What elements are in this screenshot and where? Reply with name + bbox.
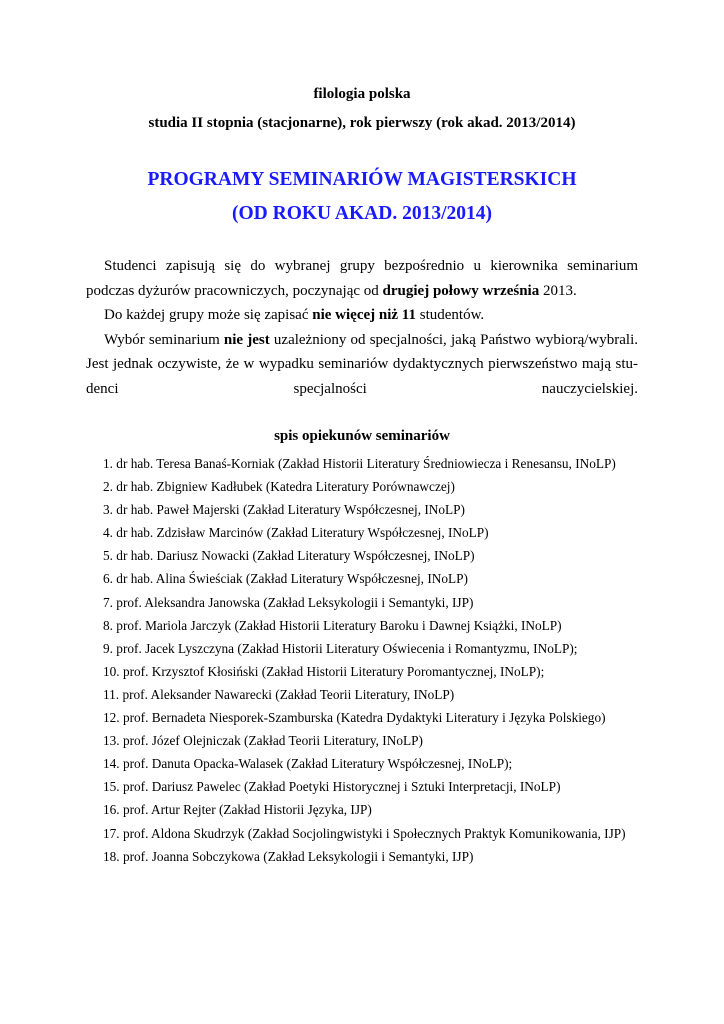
advisor-list-item: 15. prof. Dariusz Pawelec (Zakład Poetyki Historycznej i Sztuki Interpretacji, INoLP): [103, 779, 561, 795]
advisor-list-item: 6. dr hab. Alina Świeściak (Zakład Literatury Współczesnej, INoLP): [103, 571, 468, 587]
advisor-list-item: 13. prof. Józef Olejniczak (Zakład Teorii Literatury, INoLP): [103, 733, 423, 749]
intro-paragraph-limit: [86, 303, 638, 328]
advisor-list-item: 5. dr hab. Dariusz Nowacki (Zakład Literatury Współczesnej, INoLP): [103, 548, 475, 564]
advisor-list-item: 17. prof. Aldona Skudrzyk (Zakład Socjolingwistyki i Społecznych Praktyk Komunikowania, IJP): [103, 825, 626, 841]
advisor-list-item: 4. dr hab. Zdzisław Marcinów (Zakład Literatury Współczesnej, INoLP): [103, 525, 489, 541]
advisor-list-item: 7. prof. Aleksandra Janowska (Zakład Leksykologii i Semantyki, IJP): [103, 594, 474, 610]
advisor-list-item: 18. prof. Joanna Sobczykowa (Zakład Leksykologii i Semantyki, IJP): [103, 848, 474, 864]
intro-paragraph-enrollment: [86, 254, 638, 303]
intro-text-fragment: uzależniony od specjalności, jaką Państwo wybiorą/wybrali. Jest jednak oczywiste, że w wypadku seminariów dydaktycznych pierwszeństwo mają stu-denci specjalności nauczycielskiej.: [86, 331, 638, 397]
advisor-list-item: 11. prof. Aleksander Nawarecki (Zakład Teorii Literatury, INoLP): [103, 686, 455, 702]
advisor-list-item: 14. prof. Danuta Opacka-Walasek (Zakład Literatury Współczesnej, INoLP);: [103, 756, 513, 772]
intro-text-fragment: studentów.: [415, 307, 485, 324]
document-title-year: (OD ROKU AKAD. 2013/2014): [232, 203, 492, 224]
faculty-heading: filologia polska: [313, 86, 411, 102]
advisor-list-item: 10. prof. Krzysztof Kłosiński (Zakład Historii Literatury Poromantycznej, INoLP);: [103, 663, 545, 679]
advisor-list-item: 2. dr hab. Zbigniew Kadłubek (Katedra Literatury Porównawczej): [103, 479, 455, 495]
advisor-list-item: 16. prof. Artur Rejter (Zakład Historii Języka, IJP): [103, 802, 372, 818]
intro-text-fragment: Wybór seminarium: [104, 331, 224, 348]
not-dependent-emphasis: nie jest: [223, 331, 270, 348]
intro-text-fragment: Do każdej grupy może się zapisać: [104, 307, 313, 324]
advisors-list: [103, 452, 626, 868]
advisor-list-item: 1. dr hab. Teresa Banaś-Korniak (Zakład Historii Literatury Średniowiecza i Renesansu, INoLP): [103, 456, 616, 471]
group-limit-emphasis: nie więcej niż 11: [312, 307, 416, 324]
advisor-list-item: 8. prof. Mariola Jarczyk (Zakład Historii Literatury Baroku i Dawnej Książki, INoLP): [103, 617, 562, 633]
document-title: PROGRAMY SEMINARIÓW MAGISTERSKICH: [147, 169, 577, 190]
advisor-list-item: 3. dr hab. Paweł Majerski (Zakład Literatury Współczesnej, INoLP): [103, 502, 465, 518]
advisors-list-heading: spis opiekunów seminariów: [274, 428, 450, 444]
advisor-list-item: 12. prof. Bernadeta Niesporek-Szamburska (Katedra Dydaktyki Literatury i Języka Polskiego): [103, 710, 606, 726]
intro-text-fragment: Studenci zapisują się do wybranej grupy bezpośrednio u kierownika seminarium podczas dyżurów pracowniczych, poczynając od: [86, 258, 638, 299]
advisor-list-item: 9. prof. Jacek Lyszczyna (Zakład Historii Literatury Oświecenia i Romantyzmu, INoLP);: [103, 640, 578, 656]
intro-text: [86, 254, 638, 402]
intro-paragraph-choice: [86, 328, 638, 402]
enrollment-start-emphasis: drugiej połowy września: [382, 282, 540, 299]
studies-subheading: studia II stopnia (stacjonarne), rok pierwszy (rok akad. 2013/2014): [148, 115, 576, 131]
intro-text-fragment: 2013.: [539, 282, 577, 299]
